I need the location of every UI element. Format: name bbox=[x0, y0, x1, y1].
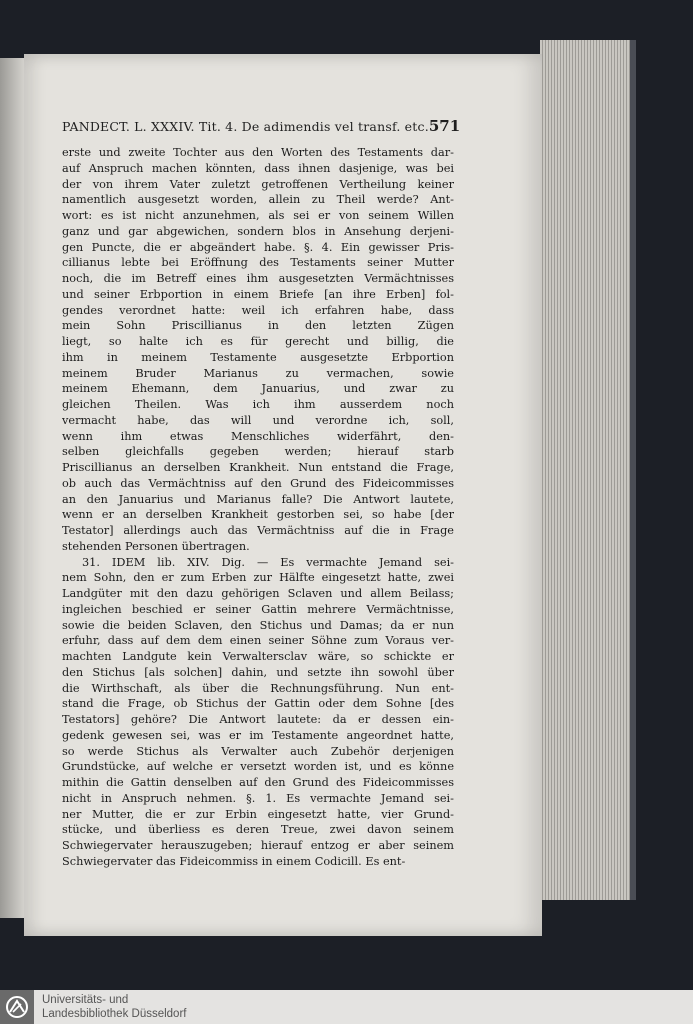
text-line: Grundstücke, auf welche er versetzt worden ist, und es könne bbox=[62, 760, 454, 774]
text-line: an den Januarius und Marianus falle? Die Antwort lautete, bbox=[62, 492, 454, 506]
text-line: ganz und gar abgewichen, sondern blos in Ansehung derjeni- bbox=[62, 224, 454, 238]
text-line: ingleichen beschied er seiner Gattin mehrere Vermächtnisse, bbox=[62, 602, 454, 616]
text-line: gedenk gewesen sei, was er im Testamente angeordnet hatte, bbox=[62, 728, 454, 742]
text-line: Schwiegervater das Fideicommiss in einem Codicill. Es ent- bbox=[62, 854, 406, 868]
text-line: gleichen Theilen. Was ich ihm ausserdem noch bbox=[62, 398, 454, 411]
text-line: stehenden Personen übertragen. bbox=[62, 539, 250, 553]
text-line: ob auch das Vermächtniss auf den Grund des Fideicommisses bbox=[62, 476, 454, 490]
text-line: erste und zweite Tochter aus den Worten des Testaments dar- bbox=[62, 146, 454, 159]
running-header bbox=[62, 117, 460, 137]
text-line: selben gleichfalls gegeben werden; hierauf starb bbox=[62, 445, 454, 459]
text-line: namentlich ausgesetzt worden, allein zu Theil werde? Ant- bbox=[62, 193, 454, 207]
text-line: Testators] gehöre? Die Antwort lautete: da er dessen ein- bbox=[62, 713, 454, 726]
text-line: nem Sohn, den er zum Erben zur Hälfte eingesetzt hatte, zwei bbox=[62, 571, 454, 585]
text-line: ner Mutter, die er zur Erbin eingesetzt hatte, vier Grund- bbox=[62, 807, 454, 821]
book-page-edges bbox=[540, 40, 636, 900]
text-line: liegt, so halte ich es für gerecht und billig, die bbox=[62, 335, 454, 348]
text-line: 31. IDEM lib. XIV. Dig. — Es vermachte Jemand sei- bbox=[82, 555, 454, 569]
text-line: den Stichus [als solchen] dahin, und setzte ihn sowohl über bbox=[62, 665, 454, 679]
text-line: ihm in meinem Testamente ausgesetzte Erbportion bbox=[62, 350, 454, 364]
text-line: Testator] allerdings auch das Vermächtniss auf die in Frage bbox=[62, 524, 454, 537]
text-line: Landgüter mit den dazu gehörigen Sclaven und allem Beilass; bbox=[62, 587, 454, 600]
text-line: Schwiegervater herauszugeben; hierauf entzog er aber seinem bbox=[62, 839, 454, 852]
text-line: meinem Bruder Marianus zu vermachen, sowie bbox=[62, 366, 454, 380]
text-line: wenn er an derselben Krankheit gestorben sei, so habe [der bbox=[62, 508, 454, 522]
library-name-line2: Landesbibliothek Düsseldorf bbox=[42, 1008, 187, 1020]
text-line: der von ihrem Vater zuletzt getroffenen Vertheilung keiner bbox=[62, 177, 454, 191]
text-line: gendes verordnet hatte: weil ich erfahren habe, dass bbox=[62, 303, 454, 317]
text-line: und seiner Erbportion in einem Briefe [an ihre Erben] fol- bbox=[62, 287, 454, 301]
text-line: so werde Stichus als Verwalter auch Zubehör derjenigen bbox=[62, 744, 454, 758]
text-line: nicht in Anspruch nehmen. §. 1. Es vermachte Jemand sei- bbox=[62, 791, 454, 805]
text-line: mithin die Gattin denselben auf den Grund des Fideicommisses bbox=[62, 776, 454, 789]
text-line: sowie die beiden Sclaven, den Stichus und Damas; da er nun bbox=[62, 618, 454, 632]
text-line: mein Sohn Priscillianus in den letzten Zügen bbox=[62, 319, 454, 333]
text-line: gen Puncte, die er abgeändert habe. §. 4. Ein gewisser Pris- bbox=[62, 240, 454, 254]
library-logo-icon bbox=[0, 990, 34, 1024]
text-line: meinem Ehemann, dem Januarius, und zwar zu bbox=[62, 382, 454, 396]
page-number: 571 bbox=[428, 117, 461, 135]
text-line: Priscillianus an derselben Krankheit. Nun entstand die Frage, bbox=[62, 461, 454, 474]
text-line: erfuhr, dass auf dem dem einen seiner Söhne zum Voraus ver- bbox=[62, 634, 454, 648]
text-line: vermacht habe, das will und verordne ich, soll, bbox=[62, 413, 454, 427]
running-header-title: PANDECT. L. XXXIV. Tit. 4. De adimendis vel transf. etc. bbox=[62, 119, 429, 134]
text-line: die Wirthschaft, als über die Rechnungsführung. Nun ent- bbox=[62, 681, 454, 695]
text-line: cillianus lebte bei Eröffnung des Testaments seiner Mutter bbox=[62, 256, 454, 270]
text-line: auf Anspruch machen könnten, dass ihnen dasjenige, was bei bbox=[62, 161, 454, 175]
library-footer bbox=[0, 990, 693, 1024]
text-line: machten Landgute kein Verwaltersclav wäre, so schickte er bbox=[62, 650, 454, 663]
library-name-line1: Universitäts- und bbox=[42, 994, 129, 1006]
page-body-text bbox=[62, 145, 454, 870]
left-page-edge bbox=[0, 58, 26, 918]
text-line: wort: es ist nicht anzunehmen, als sei er von seinem Willen bbox=[62, 209, 454, 222]
text-line: stücke, und überliess es deren Treue, zwei davon seinem bbox=[62, 823, 454, 837]
text-line: wenn ihm etwas Menschliches widerfährt, den- bbox=[62, 429, 454, 443]
text-line: stand die Frage, ob Stichus der Gattin oder dem Sohne [des bbox=[62, 697, 454, 711]
library-name bbox=[42, 993, 186, 1021]
text-line: noch, die im Betreff eines ihm ausgesetzten Vermächtnisses bbox=[62, 272, 454, 285]
